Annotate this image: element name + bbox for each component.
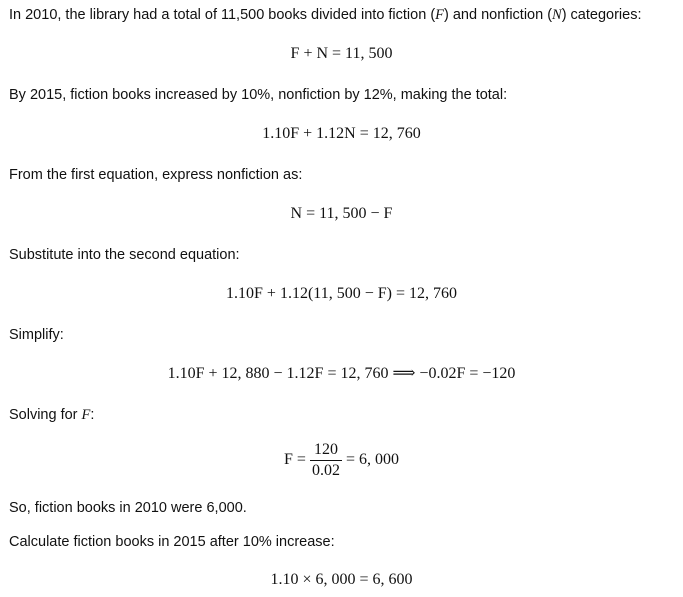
paragraph-simplify: Simplify: (9, 327, 64, 343)
equation-simplified: 1.10F + 12, 880 − 1.12F = 12, 760 ⟹ −0.02F = −120 (167, 365, 516, 382)
nonfiction-variable: N (552, 7, 562, 23)
fraction (310, 441, 342, 480)
paragraph-express-nonfiction: From the first equation, express nonfiction as: (9, 167, 303, 183)
equation-fiction-2015: 1.10 × 6, 000 = 6, 600 (270, 571, 413, 588)
equation-nonfiction: N = 11, 500 − F (290, 205, 393, 222)
solving-variable: F (81, 407, 91, 423)
intro-paragraph (9, 6, 642, 24)
intro-text-end: ) categories: (561, 7, 642, 23)
equation-total-2015: 1.10F + 1.12N = 12, 760 (262, 125, 421, 142)
fraction-rhs: = 6, 000 (345, 451, 399, 469)
paragraph-2015-increase: By 2015, fiction books increased by 10%, nonfiction by 12%, making the total: (9, 87, 508, 103)
paragraph-conclusion-2010: So, fiction books in 2010 were 6,000. (9, 500, 247, 516)
fiction-variable: F (435, 7, 445, 23)
solving-text-end: : (90, 407, 95, 423)
intro-text-start: In 2010, the library had a total of 11,500 books divided into fiction ( (9, 7, 436, 23)
fraction-numerator: 120 (310, 441, 342, 461)
paragraph-calculate-2015: Calculate fiction books in 2015 after 10% increase: (9, 534, 335, 550)
fraction-lhs: F = (284, 451, 306, 469)
solving-text-start: Solving for (9, 407, 82, 423)
fraction-denominator: 0.02 (311, 462, 340, 479)
intro-text-middle: ) and nonfiction ( (444, 7, 553, 23)
equation-substituted: 1.10F + 1.12(11, 500 − F) = 12, 760 (226, 285, 457, 302)
paragraph-solving (9, 406, 94, 424)
equation-total-2010: F + N = 11, 500 (290, 45, 393, 62)
paragraph-substitute: Substitute into the second equation: (9, 247, 240, 263)
equation-fraction (0, 441, 683, 480)
